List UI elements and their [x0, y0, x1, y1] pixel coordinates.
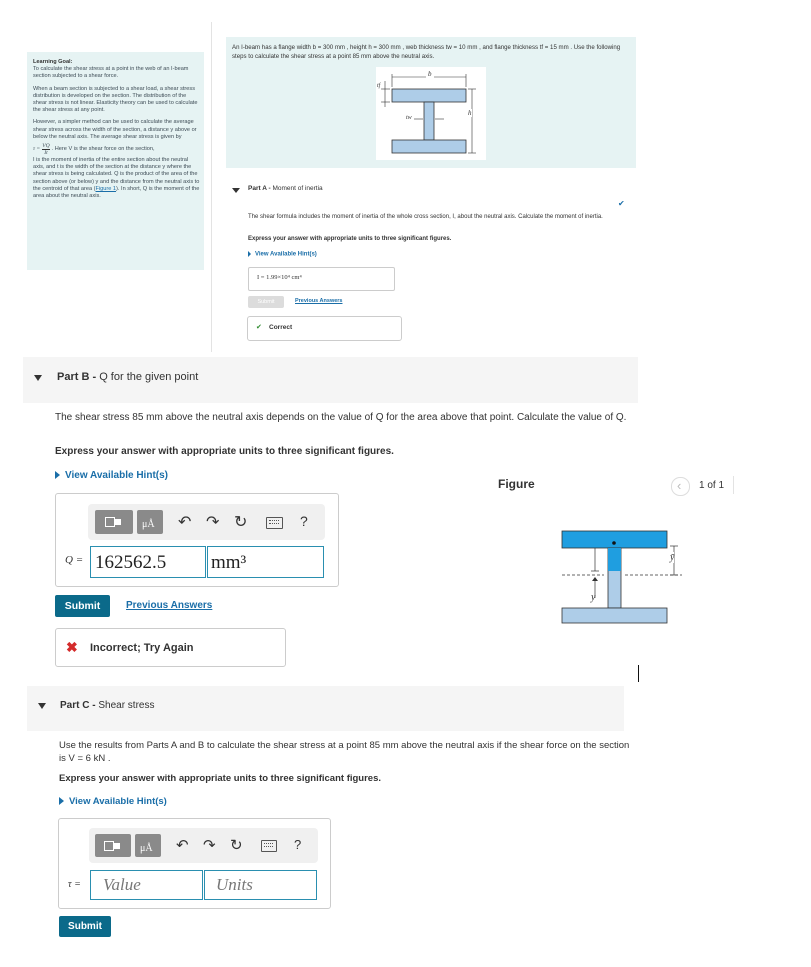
figure-pager: 1 of 1 [699, 480, 725, 491]
learning-goal-panel [27, 52, 204, 270]
learning-goal-para4-end: ). In short, Q is the moment of the area about the neutral axis. [33, 185, 200, 200]
part-b-feedback [55, 628, 286, 667]
part-b-submit-button[interactable]: Submit [55, 595, 110, 617]
redo-icon[interactable]: ↷ [206, 514, 220, 531]
part-c-collapse-icon[interactable] [38, 703, 46, 709]
part-b-units: mm³ [211, 552, 247, 573]
math-toolbar [88, 504, 325, 540]
figure-prev-button[interactable] [671, 477, 690, 496]
problem-statement: An I-beam has a flange width b = 300 mm , height h = 300 mm , web thickness tw = 10 mm , and flange thickness tf = 15 mm . Use the following steps to calculate the shear stress at a point 85 mm above the neutral axis. [232, 44, 621, 60]
templates-icon[interactable] [95, 834, 131, 857]
part-a-header[interactable] [248, 185, 323, 192]
ibeam-dimension-figure [376, 67, 486, 160]
part-c-submit-button[interactable]: Submit [59, 916, 111, 937]
part-b-variable: Q = [65, 554, 84, 566]
fig-label-y: y [591, 592, 596, 603]
learning-goal-para3: However, a simpler method can be used to calculate the average shear stress across the width of the section, a distance y above or below the neutral axis. The average shear stress is given by [33, 119, 197, 140]
part-c-description: Use the results from Parts A and B to calculate the shear stress at a point 85 mm above the neutral axis if the shear force on the section is V = 6 kN . [59, 740, 630, 764]
hint-caret-icon [248, 251, 251, 257]
help-icon[interactable]: ? [300, 513, 308, 529]
part-a-hint-label: View Available Hint(s) [255, 251, 317, 258]
part-a-hint-toggle[interactable] [248, 251, 317, 258]
part-a-description: The shear formula includes the moment of inertia of the whole cross section, I, about the neutral axis. Calculate the moment of inertia. [248, 214, 603, 220]
figure-title: Figure [498, 477, 535, 491]
x-mark-icon: ✖ [66, 639, 78, 655]
learning-goal-title: Learning Goal: [33, 59, 73, 65]
part-a-previous-answers-link[interactable]: Previous Answers [295, 298, 343, 304]
part-c-value-placeholder: Value [103, 875, 141, 894]
fig-label-ybar: ȳ [670, 552, 675, 563]
formula-numerator: VQ [42, 143, 50, 150]
part-b-header[interactable] [23, 357, 638, 403]
units-symbols-icon[interactable]: μÅ [137, 510, 163, 534]
part-b-description: The shear stress 85 mm above the neutral axis depends on the value of Q for the area above that point. Calculate the value of Q. [55, 412, 627, 423]
part-a-collapse-icon[interactable] [232, 188, 240, 193]
redo-icon[interactable]: ↷ [203, 837, 216, 854]
part-b-title: Q for the given point [99, 371, 199, 383]
part-c-variable: τ = [68, 879, 81, 890]
keyboard-icon[interactable] [261, 840, 277, 852]
shear-formula [33, 143, 201, 156]
part-b-answer-widget [55, 493, 339, 587]
part-b-feedback-text: Incorrect; Try Again [90, 642, 194, 654]
part-c-answer-widget [58, 818, 331, 909]
text-cursor [638, 665, 639, 682]
part-c-units-placeholder: Units [216, 875, 253, 894]
part-a-answer: I = 1.99×10⁴ cm⁴ [257, 274, 302, 281]
part-a-answer-box [248, 267, 395, 291]
reset-icon[interactable]: ↻ [234, 514, 248, 531]
undo-icon[interactable]: ↶ [178, 514, 192, 531]
part-c-instruction: Express your answer with appropriate units to three significant figures. [59, 773, 382, 784]
part-c-label: Part C - [60, 700, 96, 711]
part-c-hint-toggle[interactable] [59, 796, 167, 807]
part-b-units-input[interactable] [207, 546, 324, 578]
fig-label-h: h [468, 109, 472, 117]
hint-caret-icon [55, 471, 60, 479]
part-c-units-input[interactable] [204, 870, 317, 900]
templates-icon[interactable] [95, 510, 133, 534]
formula-explain: . Here V is the shear force on the section, [51, 145, 155, 152]
part-c-header[interactable] [27, 686, 624, 731]
part-b-previous-answers-link[interactable]: Previous Answers [126, 600, 213, 611]
part-b-collapse-icon[interactable] [34, 375, 42, 381]
fig-label-b: b [428, 70, 432, 78]
part-b-label: Part B - [57, 371, 97, 383]
check-icon: ✔ [256, 324, 262, 331]
pager-divider [733, 476, 734, 494]
formula-denominator: It [44, 150, 48, 157]
reset-icon[interactable]: ↻ [230, 837, 243, 854]
learning-goal-para4: I is the moment of inertia of the entire section about the neutral axis, and t is the width of the section at the distance y where the shear stress is being calculated. Q is the product of the area of the section above (or below) y and the distance from the neutral axis to the centroid of that area ( [33, 157, 200, 192]
formula-fraction [42, 143, 49, 156]
learning-goal-para2: When a beam section is subjected to a shear load, a shear stress distribution is developed on the section. The distribution of the shear stress is not linear. Elasticity theory can be used to calculate the shear stress at any point. [33, 85, 198, 114]
keyboard-icon[interactable] [266, 517, 283, 529]
part-c-hint-label: View Available Hint(s) [69, 796, 167, 807]
fig-label-tf: tf [377, 83, 381, 89]
part-b-value: 162562.5 [95, 552, 167, 573]
part-a-title: Moment of inertia [272, 185, 323, 192]
ibeam-section-figure [558, 528, 688, 626]
part-a-instruction: Express your answer with appropriate units to three significant figures. [248, 236, 452, 242]
problem-intro-panel [226, 37, 636, 168]
figure-1-link[interactable]: Figure 1 [95, 185, 117, 192]
part-a-label: Part A - [248, 185, 271, 192]
chevron-left-icon: ‹ [677, 478, 682, 493]
part-b-instruction: Express your answer with appropriate units to three significant figures. [55, 446, 394, 457]
undo-icon[interactable]: ↶ [176, 837, 189, 854]
part-c-value-input[interactable] [90, 870, 203, 900]
part-b-hint-toggle[interactable] [55, 470, 168, 481]
part-a-submit-button[interactable]: Submit [248, 296, 284, 308]
vertical-divider [211, 22, 212, 352]
part-a-feedback [247, 316, 402, 341]
hint-caret-icon [59, 797, 64, 805]
help-icon[interactable]: ? [294, 837, 302, 852]
fig-label-tw: tw [406, 115, 412, 121]
units-symbols-icon[interactable]: μÅ [135, 834, 161, 857]
math-toolbar [89, 828, 318, 863]
part-a-complete-check-icon: ✔ [618, 199, 625, 208]
part-b-value-input[interactable] [90, 546, 206, 578]
part-b-hint-label: View Available Hint(s) [65, 470, 168, 481]
part-c-title: Shear stress [98, 700, 155, 711]
part-a-feedback-text: Correct [269, 324, 293, 331]
learning-goal-line: To calculate the shear stress at a point in the web of an I-beam section subjected to a shear force. [33, 66, 189, 80]
formula-lhs: τ = [33, 145, 41, 152]
